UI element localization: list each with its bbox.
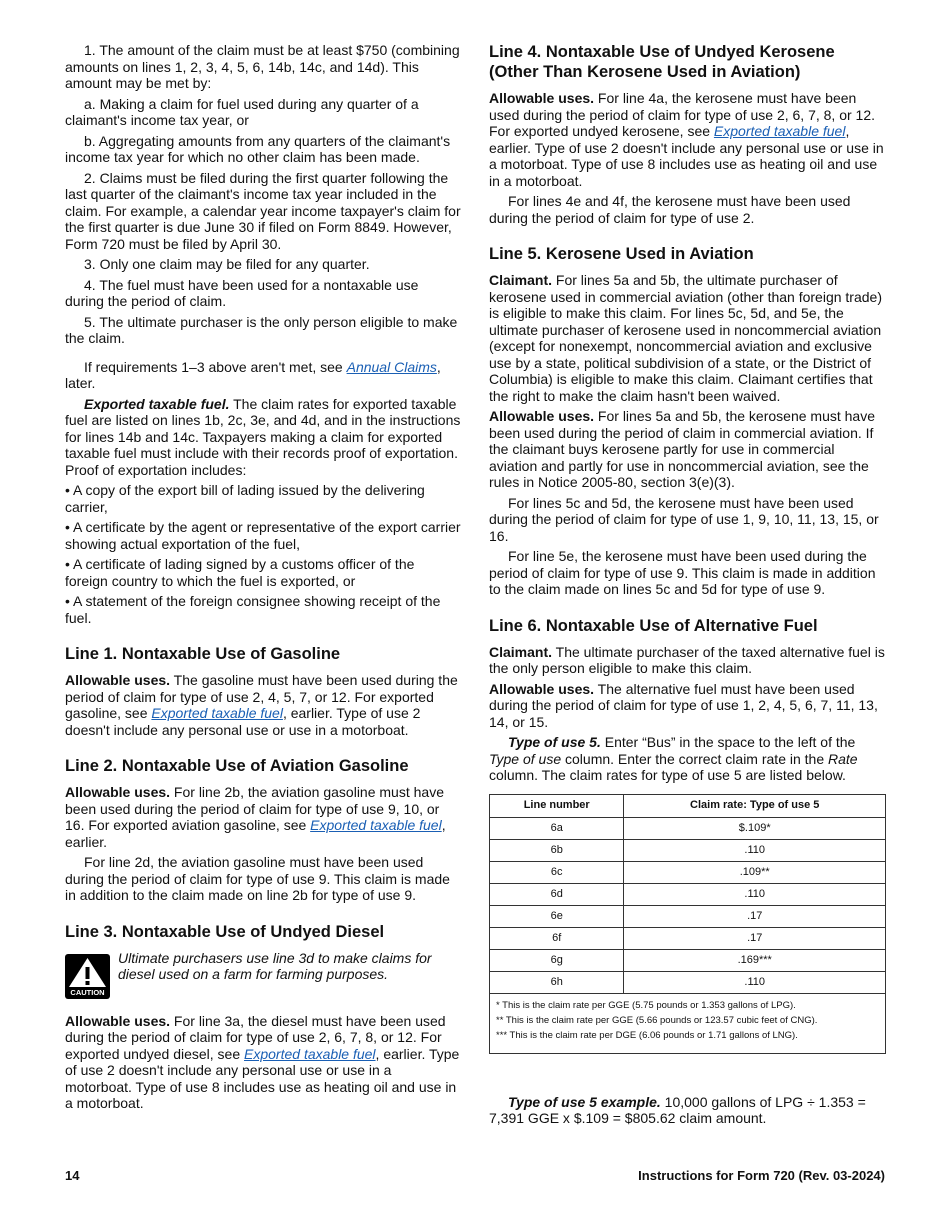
section-heading: Line 3. Nontaxable Use of Undyed Diesel: [65, 922, 385, 941]
paragraph: [65, 277, 461, 310]
text-run: For line 3a, the diesel must have been used during the period of claim for type of use 2, 6, 7, 8, or 12. For exported undyed diesel, see: [65, 1012, 446, 1062]
paragraph: [65, 359, 461, 392]
run-in-heading: Allowable uses.: [489, 680, 595, 697]
left-column: [65, 42, 461, 1116]
cross-reference-link[interactable]: Annual Claims: [346, 358, 437, 375]
text-run: For lines 4e and 4f, the kerosene must have been used during the period of claim for type of use 2.: [489, 193, 851, 226]
paragraph: [65, 396, 461, 479]
paragraph: [489, 408, 885, 491]
text-run: a. Making a claim for fuel used during any quarter of a claimant's income tax year, or: [65, 95, 419, 128]
text-run: • A certificate by the agent or representative of the export carrier showing actual exportation of the fuel,: [65, 519, 461, 552]
run-in-heading: Allowable uses.: [489, 408, 595, 424]
text-run: , earlier. Type of use 2 doesn't include any personal use or use in a motorboat. Type of use 8 includes use as heating oil and use in a motorboat.: [65, 1045, 460, 1111]
text-run: The gasoline must have been used during the period of claim for type of use 2, 4, 5, 7, or 12. For exported gasoline, see: [65, 672, 458, 721]
line-number-cell: 6d: [490, 883, 624, 905]
text-run: , earlier. Type of use 2 doesn't include any personal use or use in a motorboat.: [65, 705, 421, 738]
text-run: 2. Claims must be filed during the first quarter following the last quarter of the claimant's income tax year included in the claim. For example, a calendar year income taxpayer's claim for the first quarter is due June 30 if filed on Form 8849. However, Form 720 must be filed by April 30.: [65, 169, 461, 252]
text-run: The ultimate purchaser of the taxed alternative fuel is the only person eligible to make this claim.: [489, 643, 885, 676]
table-row: [490, 927, 886, 949]
paragraph: [65, 482, 461, 515]
claim-rate-table: [489, 794, 886, 1054]
text-run: 1. The amount of the claim must be at least $750 (combining amounts on lines 1, 2, 3, 4, 5, 6, 14b, 14c, and 14d). This amount may be met by:: [65, 42, 460, 91]
paragraph: [489, 495, 885, 545]
paragraph: [65, 854, 461, 904]
claim-rate-cell: $.109*: [624, 817, 886, 839]
run-in-heading: Allowable uses.: [489, 90, 595, 106]
run-in-heading: Allowable uses.: [65, 1012, 171, 1029]
section-heading: Line 1. Nontaxable Use of Gasoline: [65, 645, 341, 663]
text-run: For line 2d, the aviation gasoline must have been used during the period of claim for type of use 9. This claim is made in addition to the claim made on line 2b for type of use 9.: [65, 854, 450, 903]
text-run: , later.: [65, 358, 441, 391]
line-number-cell: 6h: [490, 971, 624, 993]
cross-reference-link[interactable]: Exported taxable fuel: [151, 705, 283, 721]
text-run: , earlier.: [65, 817, 446, 850]
text-run: column. Enter the correct claim rate in the: [561, 750, 829, 767]
text-run: For lines 5a and 5b, the kerosene must have been used during the period of claim in commercial aviation. If the claimant buys kerosene partly for use in commercial aviation and partly for use in noncommercial aviation, see the rules in Notice 2005-80, section 3(e)(3).: [489, 408, 875, 490]
footnote: * This is the claim rate per GGE (5.75 pounds or 1.353 gallons of LPG).: [496, 999, 796, 1011]
paragraph: [65, 556, 461, 589]
text-run: The alternative fuel must have been used during the period of claim for type of use 1, 2, 4, 5, 6, 7, 11, 13, 14, or 15.: [489, 680, 878, 730]
claim-rate-cell: .110: [624, 839, 886, 861]
paragraph: [65, 133, 461, 166]
paragraph: [65, 170, 461, 253]
text-run: 4. The fuel must have been used for a nontaxable use during the period of claim.: [65, 276, 419, 309]
text-run: • A certificate of lading signed by a customs officer of the foreign country to which the fuel is exported, or: [65, 556, 415, 589]
claim-rate-cell: .109**: [624, 861, 886, 883]
text-run: • A statement of the foreign consignee showing receipt of the fuel.: [65, 593, 441, 626]
column-header: Line number: [490, 794, 624, 817]
text-run: For line 5e, the kerosene must have been used during the period of claim for type of use 9. This claim is made in addition to the claim made on lines 5c and 5d for type of use 9.: [489, 548, 876, 597]
text-run: column. The claim rates for type of use 5 are listed below.: [489, 767, 846, 783]
text-run: 10,000 gallons of LPG ÷ 1.353 = 7,391 GGE x $.109 = $805.62 claim amount.: [489, 1093, 866, 1126]
text-run: b. Aggregating amounts from any quarters of the claimant's income tax year for which no other claim has been made.: [65, 132, 451, 165]
paragraph: [489, 644, 885, 677]
line-number-cell: 6c: [490, 861, 624, 883]
cross-reference-link[interactable]: Exported taxable fuel: [310, 817, 442, 833]
caution-icon: [65, 954, 110, 999]
claim-rate-cell: .169***: [624, 949, 886, 971]
section-heading: Line 5. Kerosene Used in Aviation: [489, 245, 754, 263]
table-row: [490, 817, 886, 839]
right-column: [489, 42, 885, 1131]
cross-reference-link[interactable]: Exported taxable fuel: [244, 1045, 376, 1062]
text-run: Rate: [828, 750, 858, 767]
claim-rate-cell: .110: [624, 883, 886, 905]
page-number: 14: [65, 1168, 80, 1183]
run-in-heading: Allowable uses.: [65, 672, 171, 688]
text-run: For lines 5c and 5d, the kerosene must have been used during the period of claim for type of use 1, 9, 10, 11, 13, 15, or 16.: [489, 494, 879, 544]
paragraph: [65, 314, 461, 347]
text-run: For lines 5a and 5b, the ultimate purchaser of kerosene used in commercial aviation (other than foreign trade) is eligible to make this claim. For lines 5c, 5d, and 5e, the ultimate purchaser of kerosene used in noncommercial aviation (except for nonexempt, noncommercial aviation and exclusive use by a state, political subdivision of a state, or the District of Columbia) is eligible to make this claim. Claimant certifies that the right to make the claim hasn't been waived.: [489, 272, 882, 404]
caution-note: [65, 950, 461, 999]
table-row: [490, 839, 886, 861]
paragraph: [489, 548, 885, 598]
text-run: • A copy of the export bill of lading issued by the delivering carrier,: [65, 482, 425, 515]
claim-rate-cell: .110: [624, 971, 886, 993]
footer-title: Instructions for Form 720 (Rev. 03-2024): [638, 1168, 885, 1183]
run-in-heading: Type of use 5 example.: [508, 1093, 661, 1110]
table-footnotes: [490, 993, 886, 1053]
text-run: 5. The ultimate purchaser is the only person eligible to make the claim.: [65, 313, 458, 346]
table-row: [490, 971, 886, 993]
text-run: Type of use: [489, 750, 562, 767]
caution-icon-label: CAUTION: [70, 987, 105, 997]
table-row: [490, 883, 886, 905]
cross-reference-link[interactable]: Exported taxable fuel: [713, 123, 846, 139]
paragraph: [65, 593, 461, 626]
paragraph: [489, 734, 885, 784]
paragraph: [489, 90, 885, 189]
line-number-cell: 6b: [490, 839, 624, 861]
table-notes-row: [490, 993, 886, 1053]
line-number-cell: 6f: [490, 927, 624, 949]
caution-text: Ultimate purchasers use line 3d to make claims for diesel used on a farm for farming purposes.: [118, 949, 432, 982]
text-run: , earlier. Type of use 2 doesn't include any personal use or use in a motorboat. Type of use 8 includes use as heating oil and use in a motorboat.: [489, 123, 884, 189]
run-in-heading: Claimant.: [489, 272, 553, 288]
footnote: ** This is the claim rate per GGE (5.66 pounds or 123.57 cubic feet of CNG).: [496, 1014, 818, 1026]
run-in-heading: Type of use 5.: [508, 734, 601, 750]
text-run: 3. Only one claim may be filed for any quarter.: [84, 256, 370, 272]
paragraph: [489, 193, 885, 226]
text-run: The claim rates for exported taxable fuel are listed on lines 1b, 2c, 3e, and 4d, and in the instructions for lines 14b and 14c. Taxpayers making a claim for exported taxable fuel must include with their records proof of exportation. Proof of exportation includes:: [65, 395, 461, 478]
paragraph: [489, 681, 885, 731]
run-in-heading: Claimant.: [489, 643, 553, 660]
paragraph: [65, 256, 461, 273]
line-number-cell: 6a: [490, 817, 624, 839]
section-heading: Line 4. Nontaxable Use of Undyed Kerosene (Other Than Kerosene Used in Aviation): [489, 43, 835, 81]
text-run: For line 4a, the kerosene must have been used during the period of claim for type of use 2, 6, 7, 8, or 12. For exported undyed kerosene, see: [489, 90, 876, 139]
footnote: *** This is the claim rate per DGE (6.06 pounds or 1.71 gallons of LNG).: [496, 1029, 798, 1041]
text-run: If requirements 1–3 above aren't met, see: [84, 358, 347, 375]
section-heading: Line 2. Nontaxable Use of Aviation Gasoline: [65, 757, 409, 775]
table-row: [490, 949, 886, 971]
paragraph: [489, 1094, 885, 1127]
section-heading: Line 6. Nontaxable Use of Alternative Fuel: [489, 616, 818, 635]
paragraph: [65, 672, 461, 738]
column-header: Claim rate: Type of use 5: [624, 794, 886, 817]
paragraph: [65, 1013, 461, 1112]
table-row: [490, 905, 886, 927]
line-number-cell: 6e: [490, 905, 624, 927]
paragraph: [65, 784, 461, 850]
paragraph: [489, 272, 885, 404]
table-header-row: [490, 794, 886, 817]
run-in-heading: Exported taxable fuel.: [84, 395, 230, 412]
paragraph: [65, 42, 461, 92]
line-number-cell: 6g: [490, 949, 624, 971]
table-row: [490, 861, 886, 883]
text-run: Enter “Bus” in the space to the left of the: [600, 734, 856, 750]
claim-rate-cell: .17: [624, 927, 886, 949]
text-run: For line 2b, the aviation gasoline must have been used during the period of claim for type of use 9, 10, or 16. For exported aviation gasoline, see: [65, 784, 444, 833]
claim-rate-cell: .17: [624, 905, 886, 927]
paragraph: [65, 96, 461, 129]
run-in-heading: Allowable uses.: [65, 784, 171, 800]
paragraph: [65, 519, 461, 552]
